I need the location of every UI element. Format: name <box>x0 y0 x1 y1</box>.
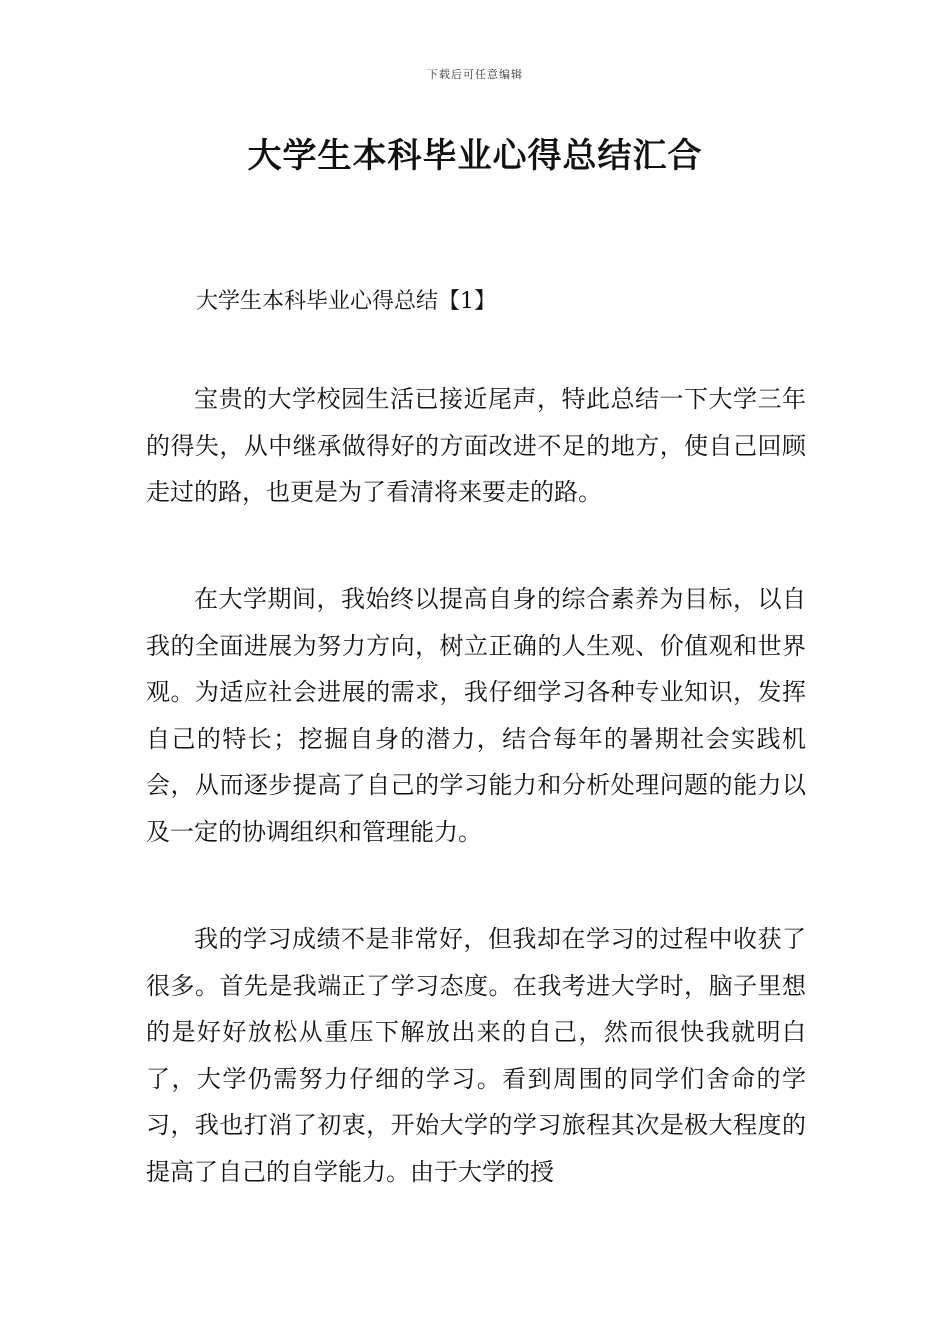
body-paragraph: 我的学习成绩不是非常好，但我却在学习的过程中收获了很多。首先是我端正了学习态度。在我考进大学时，脑子里想的是好好放松从重压下解放出来的自己，然而很快我就明白了，大学仍需努力仔细的学习。看到周围的同学们舍命的学习，我也打消了初衷，开始大学的学习旅程其次是极大程度的提高了自己的自学能力。由于大学的授 <box>146 925 806 1186</box>
document-title: 大学生本科毕业心得总结汇合 <box>247 136 703 176</box>
body-paragraph: 在大学期间，我始终以提高自身的综合素养为目标，以自我的全面进展为努力方向，树立正确的人生观、价值观和世界观。为适应社会进展的需求，我仔细学习各种专业知识，发挥自己的特长；挖掘自身的潜力，结合每年的暑期社会实践机会，从而逐步提高了自己的学习能力和分析处理问题的能力以及一定的协调组织和管理能力。 <box>146 585 806 846</box>
section-heading: 大学生本科毕业心得总结【1】 <box>196 289 496 314</box>
header-note: 下载后可任意编辑 <box>427 68 523 81</box>
body-paragraph: 宝贵的大学校园生活已接近尾声，特此总结一下大学三年的得失，从中继承做得好的方面改进不足的地方，使自己回顾走过的路，也更是为了看清将来要走的路。 <box>146 385 806 506</box>
